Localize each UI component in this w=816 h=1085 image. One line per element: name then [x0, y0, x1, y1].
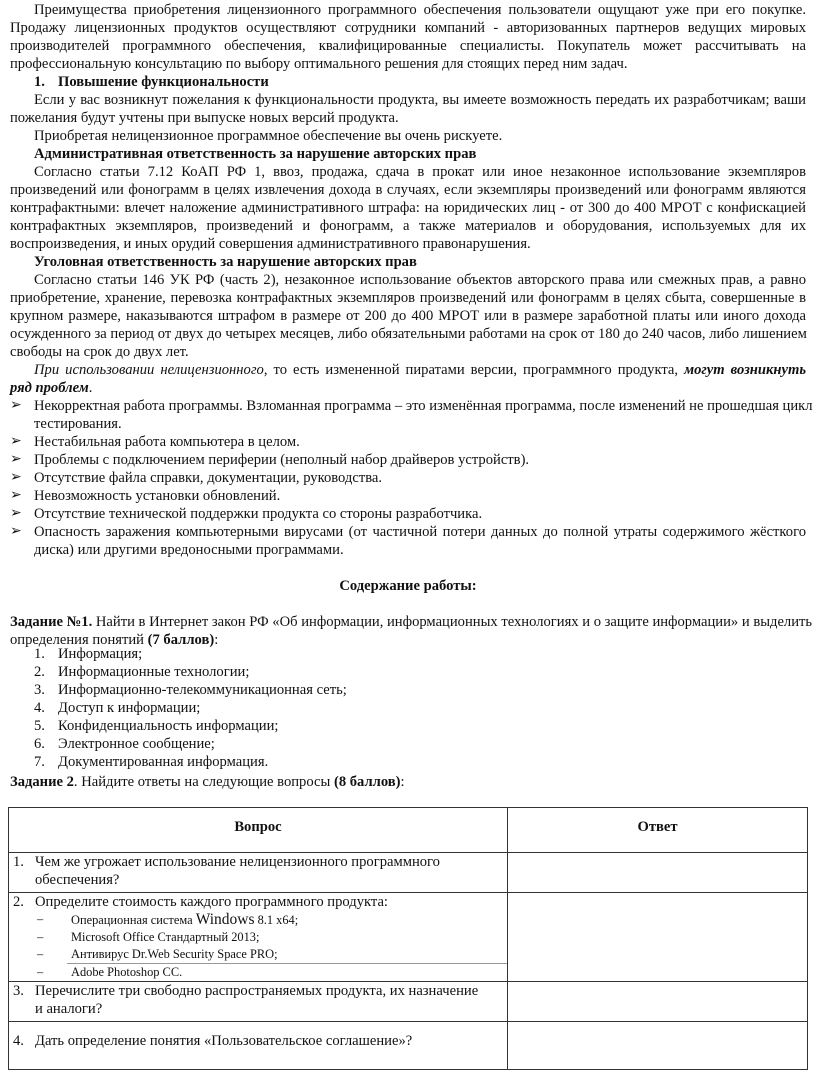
admin-line-3: контрафактными: влечет наложение административного штрафа: на юридических лиц - от 300 до 400 МРОТ с конфискацией	[10, 200, 806, 216]
functionality-heading: Повышение функциональности	[58, 74, 269, 90]
problem-item-2: Нестабильная работа компьютера в целом.	[34, 434, 300, 450]
product-pre: Операционная система	[71, 913, 196, 927]
dash-icon: –	[37, 947, 44, 961]
task1-item: Доступ к информации;	[58, 700, 201, 716]
header-answer: Ответ	[508, 808, 808, 853]
problems-lead-italic: При использовании нелицензионного	[34, 362, 264, 378]
answer-cell[interactable]	[508, 1022, 808, 1070]
task1-item: Конфиденциальность информации;	[58, 718, 279, 734]
criminal-line-3: крупном размере, наказываются штрафом в размере от 200 до 400 МРОТ или в размере заработной платы или иного дохода	[10, 308, 806, 324]
task1-line2-text: определения понятий	[10, 632, 148, 648]
table-row	[9, 853, 808, 893]
problem-item-4: Отсутствие файла справки, документации, руководства.	[34, 470, 383, 486]
task1-item-num: 5.	[34, 718, 45, 734]
bullet-arrow-icon: ➢	[10, 452, 22, 467]
task1-item-num: 1.	[34, 646, 45, 662]
intro-line-4: профессиональную консультацию по выбору оптимального решения для стоящих перед ним задач.	[10, 56, 628, 72]
content-title: Содержание работы:	[339, 578, 477, 594]
product-text: Microsoft Office Стандартный 2013;	[71, 930, 260, 944]
product-item	[9, 929, 507, 946]
functionality-line-1: Если у вас возникнут пожелания к функциональности продукта, вы имеете возможность передать их разработчикам; ваши	[34, 92, 806, 108]
criminal-heading: Уголовная ответственность за нарушение авторских прав	[34, 254, 417, 270]
criminal-line-1: Согласно статьи 146 УК РФ (часть 2), незаконное использование объектов авторского права или смежных прав, а равно	[34, 272, 806, 288]
intro-line-2: Продажу лицензионных продуктов осуществляют сотрудники компаний - авторизованных партнеров ведущих мировых	[10, 20, 806, 36]
criminal-line-5: свободы на срок до двух лет.	[10, 344, 189, 360]
task1-item-num: 7.	[34, 754, 45, 770]
table-row	[9, 982, 808, 1022]
task1-item: Информация;	[58, 646, 143, 662]
task1-text: Найти в Интернет закон РФ «Об информации, информационных технологиях и о защите информации» и выделить	[92, 614, 813, 630]
product-item	[9, 964, 507, 981]
task2-text: . Найдите ответы на следующие вопросы	[73, 774, 334, 790]
problem-item-1-cont: тестирования.	[34, 416, 122, 432]
question-number: 1.	[13, 854, 24, 870]
criminal-line-2: приобретение, хранение, перевозка контрафактных экземпляров произведений или фонограмм в целях сбыта, совершенные в	[10, 290, 806, 306]
dash-icon: –	[37, 912, 44, 926]
question-line-1: Определите стоимость каждого программного продукта:	[35, 894, 388, 910]
task1-item: Электронное сообщение;	[58, 736, 215, 752]
problems-lead-bold-1: могут возникнуть	[684, 362, 806, 378]
header-question: Вопрос	[9, 808, 508, 853]
question-number: 2.	[13, 894, 24, 910]
question-number: 4.	[13, 1033, 24, 1049]
product-item	[9, 911, 507, 929]
problem-item-5: Невозможность установки обновлений.	[34, 488, 281, 504]
task1-item-num: 3.	[34, 682, 45, 698]
task1-label: Задание №1.	[10, 614, 93, 630]
product-text: Антивирус Dr.Web Security Space PRO;	[71, 947, 278, 961]
task1-item: Информационные технологии;	[58, 664, 250, 680]
task1-item: Информационно-телекоммуникационная сеть;	[58, 682, 347, 698]
admin-line-5: воспроизведения, и иных орудий совершения административного правонарушения.	[10, 236, 531, 252]
question-cell	[9, 982, 508, 1022]
question-line-1: Дать определение понятия «Пользовательское соглашение»?	[35, 1033, 413, 1049]
problem-item-7-cont: диска) или другими вредоносными программами.	[34, 542, 344, 558]
product-text: Adobe Photoshop CC.	[71, 965, 183, 979]
answer-cell[interactable]	[508, 982, 808, 1022]
bullet-arrow-icon: ➢	[10, 524, 22, 539]
task2-line	[10, 773, 405, 791]
table-header-row	[9, 808, 808, 853]
problems-lead-normal: , то есть измененной пиратами версии, программного продукта,	[263, 362, 679, 378]
functionality-line-2: пожелания будут учтены при выпуске новых версий продукта.	[10, 110, 399, 126]
product-post: 8.1 x64;	[254, 913, 299, 927]
task2-label: Задание 2	[10, 774, 74, 790]
risk-statement: Приобретая нелицензионное программное обеспечение вы очень рискуете.	[34, 128, 503, 144]
task1-line-1	[10, 613, 812, 631]
question-cell	[9, 893, 508, 982]
task1-colon: :	[214, 632, 219, 648]
dash-icon: –	[37, 965, 44, 979]
bullet-arrow-icon: ➢	[10, 488, 22, 503]
intro-line-3: производителей программного обеспечения, квалифицированные специалисты. Покупатель может рассчитывать на	[10, 38, 806, 54]
product-big: Windows	[195, 911, 255, 928]
answer-cell[interactable]	[508, 893, 808, 982]
intro-line-1: Преимущества приобретения лицензионного программного обеспечения пользователи ощущают уже при его покупке.	[34, 2, 806, 18]
task1-item-num: 2.	[34, 664, 45, 680]
criminal-line-4: осужденного за период от двух до четырех месяцев, либо обязательными работами на срок от 180 до 240 часов, либо лишением	[10, 326, 807, 342]
question-line-2: обеспечения?	[35, 872, 120, 888]
problem-item-7: Опасность заражения компьютерными вирусами (от частичной потери данных до полной утраты содержимого жёсткого	[34, 524, 806, 540]
functionality-heading-number: 1.	[34, 74, 45, 90]
question-line-1: Чем же угрожает использование нелицензионного программного	[35, 854, 440, 870]
problems-lead-dot: .	[88, 380, 93, 396]
answer-cell[interactable]	[508, 853, 808, 893]
bullet-arrow-icon: ➢	[10, 398, 22, 413]
table-row	[9, 1022, 808, 1070]
admin-line-4: контрафактных экземпляров, произведений и фонограмм, а также материалов и оборудования, используемых для их	[10, 218, 806, 234]
question-line-1: Перечислите три свободно распространяемых продукта, их назначение	[35, 983, 479, 999]
admin-line-2: произведений или фонограмм в целях извлечения дохода в случаях, если экземпляры произведений или фонограмм являются	[10, 182, 806, 198]
problems-lead-bold-2: ряд проблем	[10, 380, 89, 396]
question-line-2: и аналоги?	[35, 1001, 103, 1017]
bullet-arrow-icon: ➢	[10, 506, 22, 521]
admin-heading: Административная ответственность за нарушение авторских прав	[34, 146, 477, 162]
product-item	[9, 946, 507, 963]
task1-item-num: 4.	[34, 700, 45, 716]
bullet-arrow-icon: ➢	[10, 434, 22, 449]
question-number: 3.	[13, 983, 24, 999]
dash-icon: –	[37, 930, 44, 944]
questions-table	[8, 807, 808, 1070]
task2-points: (8 баллов)	[333, 774, 401, 790]
admin-line-1: Согласно статьи 7.12 КоАП РФ 1, ввоз, продажа, сдача в прокат или иное незаконное использование экземпляров	[34, 164, 806, 180]
task2-colon: :	[400, 774, 405, 790]
task1-item: Документированная информация.	[58, 754, 269, 770]
problems-lead	[34, 361, 806, 379]
problem-item-1: Некорректная работа программы. Взломанная программа – это изменённая программа, после изменений не прошедшая цикл	[34, 398, 813, 414]
question-cell	[9, 1022, 508, 1070]
problems-lead-cont	[10, 379, 92, 397]
problem-item-3: Проблемы с подключением периферии (неполный набор драйверов устройств).	[34, 452, 530, 468]
task1-points: (7 баллов)	[147, 632, 215, 648]
question-cell	[9, 853, 508, 893]
table-row	[9, 893, 808, 982]
task1-item-num: 6.	[34, 736, 45, 752]
problem-item-6: Отсутствие технической поддержки продукта со стороны разработчика.	[34, 506, 483, 522]
bullet-arrow-icon: ➢	[10, 470, 22, 485]
